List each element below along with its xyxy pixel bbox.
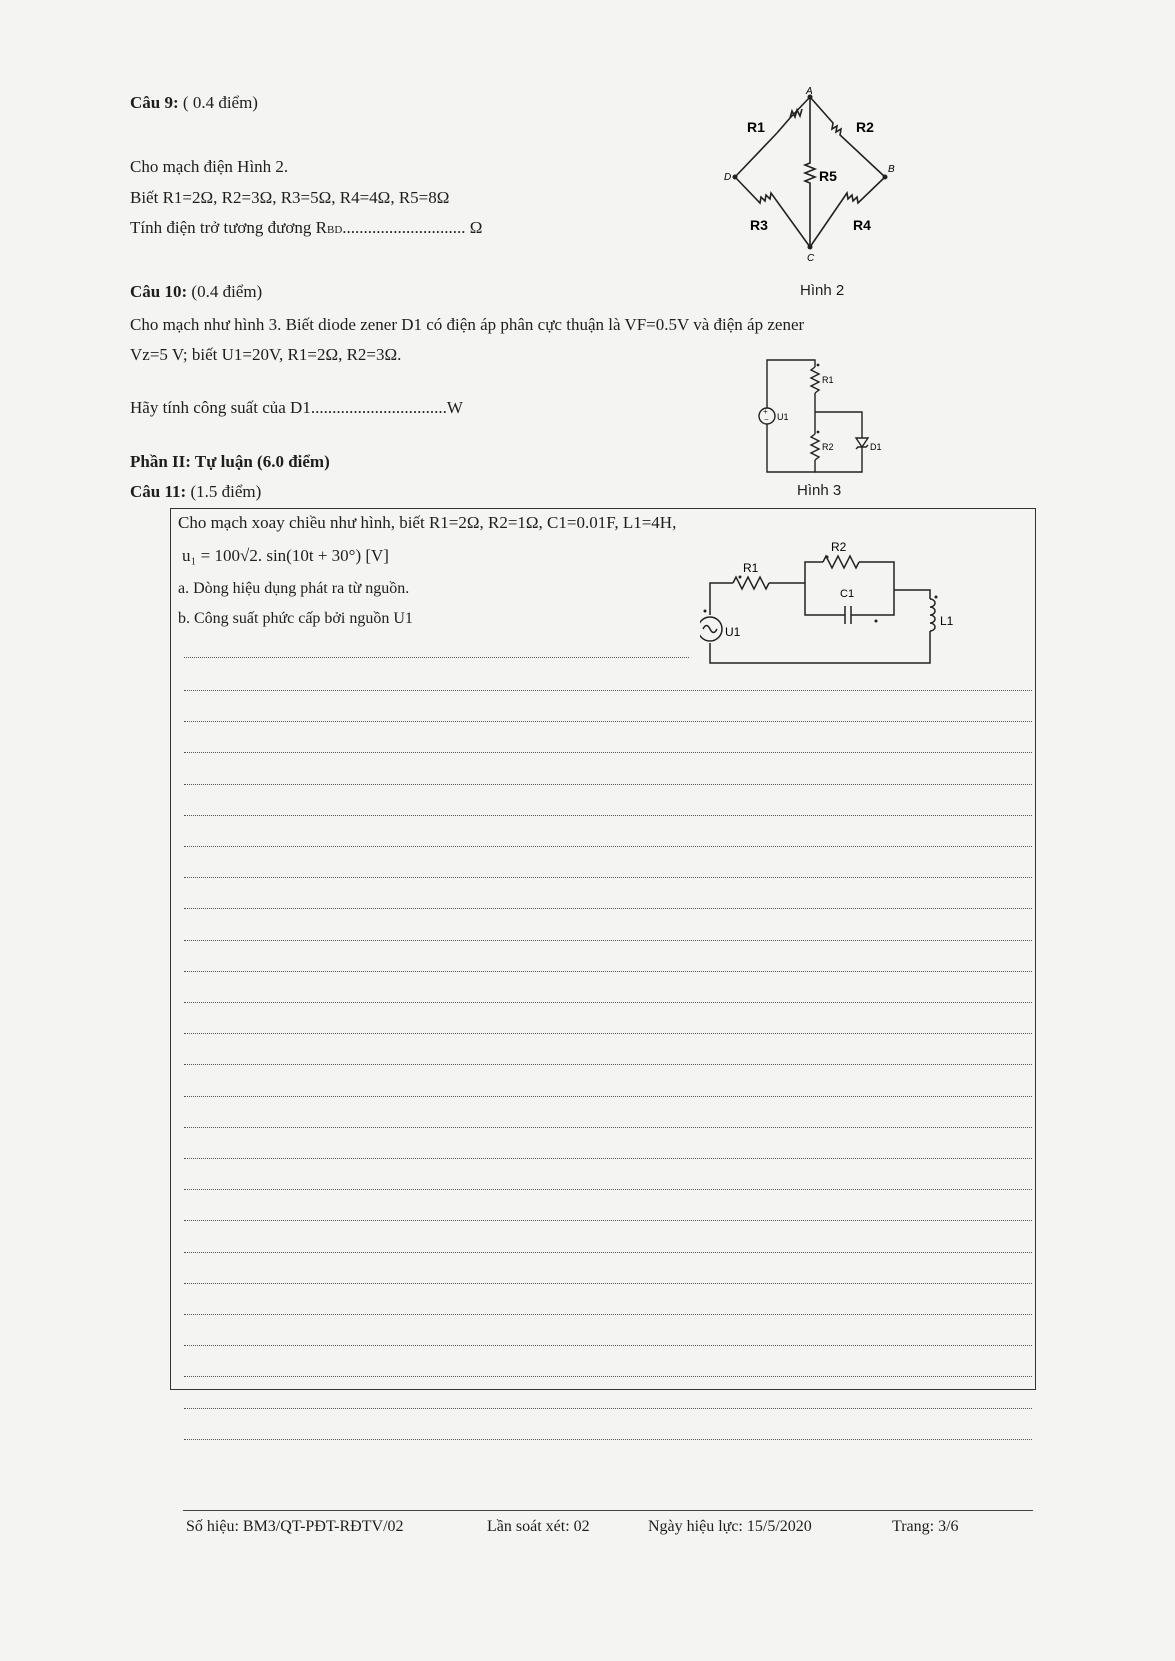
resistor-r2: [823, 556, 859, 568]
answer-line[interactable]: [184, 1376, 1032, 1377]
answer-line[interactable]: [184, 1189, 1032, 1190]
resistor-r2: [811, 434, 819, 460]
label-r3: R3: [750, 217, 768, 233]
q10-line-2: Vz=5 V; biết U1=20V, R1=2Ω, R2=3Ω.: [130, 345, 402, 364]
svg-text:+: +: [763, 407, 768, 416]
answer-line[interactable]: [184, 690, 1032, 691]
label-u1: U1: [777, 412, 789, 422]
resistor-r5-branch: [805, 97, 815, 247]
figure-2-caption: Hình 2: [800, 282, 845, 299]
figure-3-caption: Hình 3: [797, 482, 842, 499]
resistor-r1: [811, 367, 819, 393]
footer-page-number: Trang: 3/6: [892, 1518, 959, 1535]
q11-part-a: a. Dòng hiệu dụng phát ra từ nguồn.: [178, 580, 410, 597]
answer-line[interactable]: [184, 940, 1032, 941]
answer-line[interactable]: [184, 1283, 1032, 1284]
resistor-r1: [733, 577, 769, 589]
answer-line[interactable]: [184, 815, 1032, 816]
node-b-label: B: [888, 164, 895, 175]
zener-diode-d1: [856, 438, 868, 447]
node-c-label: C: [807, 253, 815, 264]
footer-effective-date: Ngày hiệu lực: 15/5/2020: [648, 1518, 812, 1535]
q9-line-1: Cho mạch điện Hình 2.: [130, 157, 289, 176]
q9-line-3-text: Tính điện trở tương đương R: [130, 218, 327, 237]
q9-heading: [130, 93, 258, 113]
label-r4: R4: [853, 217, 871, 233]
answer-line[interactable]: [184, 1439, 1032, 1440]
q11-ac-circuit: [700, 535, 965, 675]
answer-line[interactable]: [184, 877, 1032, 878]
q9-line-3-sub: BD: [326, 224, 343, 236]
answer-line[interactable]: [184, 1345, 1032, 1346]
label-r2: R2: [856, 119, 874, 135]
answer-line[interactable]: [184, 784, 1032, 785]
label-r5: R5: [819, 168, 837, 184]
label-l1: L1: [940, 614, 954, 628]
q10-line-1: Cho mạch như hình 3. Biết diode zener D1 có điện áp phân cực thuận là VF=0.5V và điện áp zener: [130, 315, 805, 334]
resistor-r4-branch: [810, 177, 885, 247]
node-d-label: D: [724, 172, 732, 183]
answer-line[interactable]: [184, 1158, 1032, 1159]
inductor-l1: [930, 599, 935, 631]
label-r1: R1: [747, 119, 765, 135]
q11-title: Câu 11:: [130, 482, 187, 501]
q10-heading: [130, 282, 262, 302]
footer-doc-code: Số hiệu: BM3/QT-PĐT-RĐTV/02: [186, 1518, 404, 1535]
q9-line-2: Biết R1=2Ω, R2=3Ω, R3=5Ω, R4=4Ω, R5=8Ω: [130, 188, 450, 207]
q11-points: (1.5 điểm): [190, 482, 262, 501]
answer-line[interactable]: [184, 908, 1032, 909]
q11-part-b: b. Công suất phức cấp bởi nguồn U1: [178, 610, 413, 627]
label-u1: U1: [725, 625, 741, 639]
q10-points: (0.4 điểm): [191, 282, 263, 301]
answer-line[interactable]: [184, 1064, 1032, 1065]
answer-line[interactable]: [184, 1127, 1032, 1128]
label-c1: C1: [840, 588, 855, 600]
resistor-r1-branch: [735, 97, 810, 177]
label-r2: R2: [822, 442, 834, 452]
answer-line[interactable]: [184, 1033, 1032, 1034]
answer-line[interactable]: [184, 1314, 1032, 1315]
node-a-label: A: [806, 86, 813, 97]
resistor-r2-branch: [810, 97, 885, 177]
q9-line-3: [130, 218, 482, 238]
q11-formula: u₁ = 100√2. sin(10t + 30°) [V]: [182, 546, 389, 565]
figure-3-zener-circuit: [752, 352, 902, 482]
answer-line[interactable]: [184, 1096, 1032, 1097]
q10-line-3: Hãy tính công suất của D1................................W: [130, 398, 463, 417]
label-d1: D1: [870, 442, 882, 452]
answer-line[interactable]: [184, 1252, 1032, 1253]
answer-line[interactable]: [184, 1408, 1032, 1409]
q10-title: Câu 10:: [130, 282, 188, 301]
q9-line-3-tail: ............................. Ω: [342, 218, 483, 237]
q9-points: ( 0.4 điểm): [182, 93, 258, 112]
answer-line[interactable]: [184, 971, 1032, 972]
footer-revision: Lần soát xét: 02: [487, 1518, 590, 1535]
q9-title: Câu 9:: [130, 93, 179, 112]
label-r1: R1: [822, 375, 834, 385]
label-r2: R2: [831, 540, 847, 554]
answer-line[interactable]: [184, 1220, 1032, 1221]
answer-line[interactable]: [184, 846, 1032, 847]
figure-2-bridge-circuit: [720, 85, 900, 275]
answer-line[interactable]: [184, 1002, 1032, 1003]
label-r1: R1: [743, 561, 759, 575]
footer-rule: [183, 1510, 1033, 1511]
resistor-r3-branch: [735, 177, 810, 247]
answer-line[interactable]: [184, 752, 1032, 753]
q11-line-1: Cho mạch xoay chiều như hình, biết R1=2Ω, R2=1Ω, C1=0.01F, L1=4H,: [178, 513, 677, 532]
q11-heading: [130, 482, 261, 502]
answer-line[interactable]: [184, 721, 1032, 722]
part-2-title: Phần II: Tự luận (6.0 điểm): [130, 452, 330, 471]
svg-text:−: −: [764, 415, 769, 424]
